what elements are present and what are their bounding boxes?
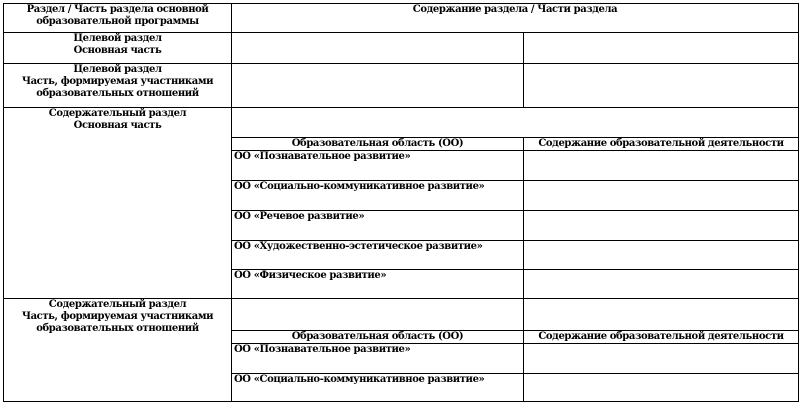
table-row	[4, 64, 799, 108]
header-section-line2: образовательной программы	[36, 16, 199, 27]
empty-cell	[524, 64, 799, 108]
table-row	[4, 108, 799, 138]
header-section-cell	[4, 4, 232, 33]
subheader-content: Содержание образовательной деятельности	[524, 138, 799, 151]
row-label-content-part	[4, 299, 232, 402]
empty-cell	[524, 270, 799, 299]
header-content-cell: Содержание раздела / Части раздела	[232, 4, 799, 33]
row-label-target-main	[4, 33, 232, 64]
area-cell: ОО «Познавательное развитие»	[232, 151, 524, 181]
row-label-line: образовательных отношений	[36, 88, 199, 99]
area-cell: ОО «Художественно-эстетическое развитие»	[232, 241, 524, 270]
row-label-line: Часть, формируемая участниками	[21, 311, 214, 322]
row-label-line: Целевой раздел	[73, 33, 162, 44]
empty-cell	[232, 108, 799, 138]
empty-cell	[232, 33, 524, 64]
row-label-content-main	[4, 108, 232, 299]
empty-cell	[524, 344, 799, 374]
row-label-line: Часть, формируемая участниками	[21, 76, 214, 87]
area-cell: ОО «Познавательное развитие»	[232, 344, 524, 374]
program-structure-table	[3, 3, 799, 402]
area-cell: ОО «Социально-коммуникативное развитие»	[232, 374, 524, 402]
subheader-area: Образовательная область (ОО)	[232, 138, 524, 151]
empty-cell	[524, 374, 799, 402]
row-label-line: Содержательный раздел	[48, 108, 187, 119]
row-label-line: Основная часть	[73, 120, 162, 131]
empty-cell	[524, 299, 799, 331]
header-section-line1: Раздел / Часть раздела основной	[26, 4, 209, 15]
empty-cell	[524, 181, 799, 211]
empty-cell	[524, 33, 799, 64]
area-cell: ОО «Речевое развитие»	[232, 211, 524, 241]
table-header-row	[4, 4, 799, 33]
empty-cell	[524, 151, 799, 181]
area-cell: ОО «Физическое развитие»	[232, 270, 524, 299]
empty-cell	[232, 299, 524, 331]
row-label-line: Целевой раздел	[73, 64, 162, 75]
area-cell: ОО «Социально-коммуникативное развитие»	[232, 181, 524, 211]
row-label-target-part	[4, 64, 232, 108]
row-label-line: образовательных отношений	[36, 323, 199, 334]
empty-cell	[524, 211, 799, 241]
subheader-area: Образовательная область (ОО)	[232, 331, 524, 344]
table-row	[4, 299, 799, 331]
subheader-content: Содержание образовательной деятельности	[524, 331, 799, 344]
table-row	[4, 33, 799, 64]
empty-cell	[524, 241, 799, 270]
row-label-line: Содержательный раздел	[48, 299, 187, 310]
empty-cell	[232, 64, 524, 108]
row-label-line: Основная часть	[73, 45, 162, 56]
